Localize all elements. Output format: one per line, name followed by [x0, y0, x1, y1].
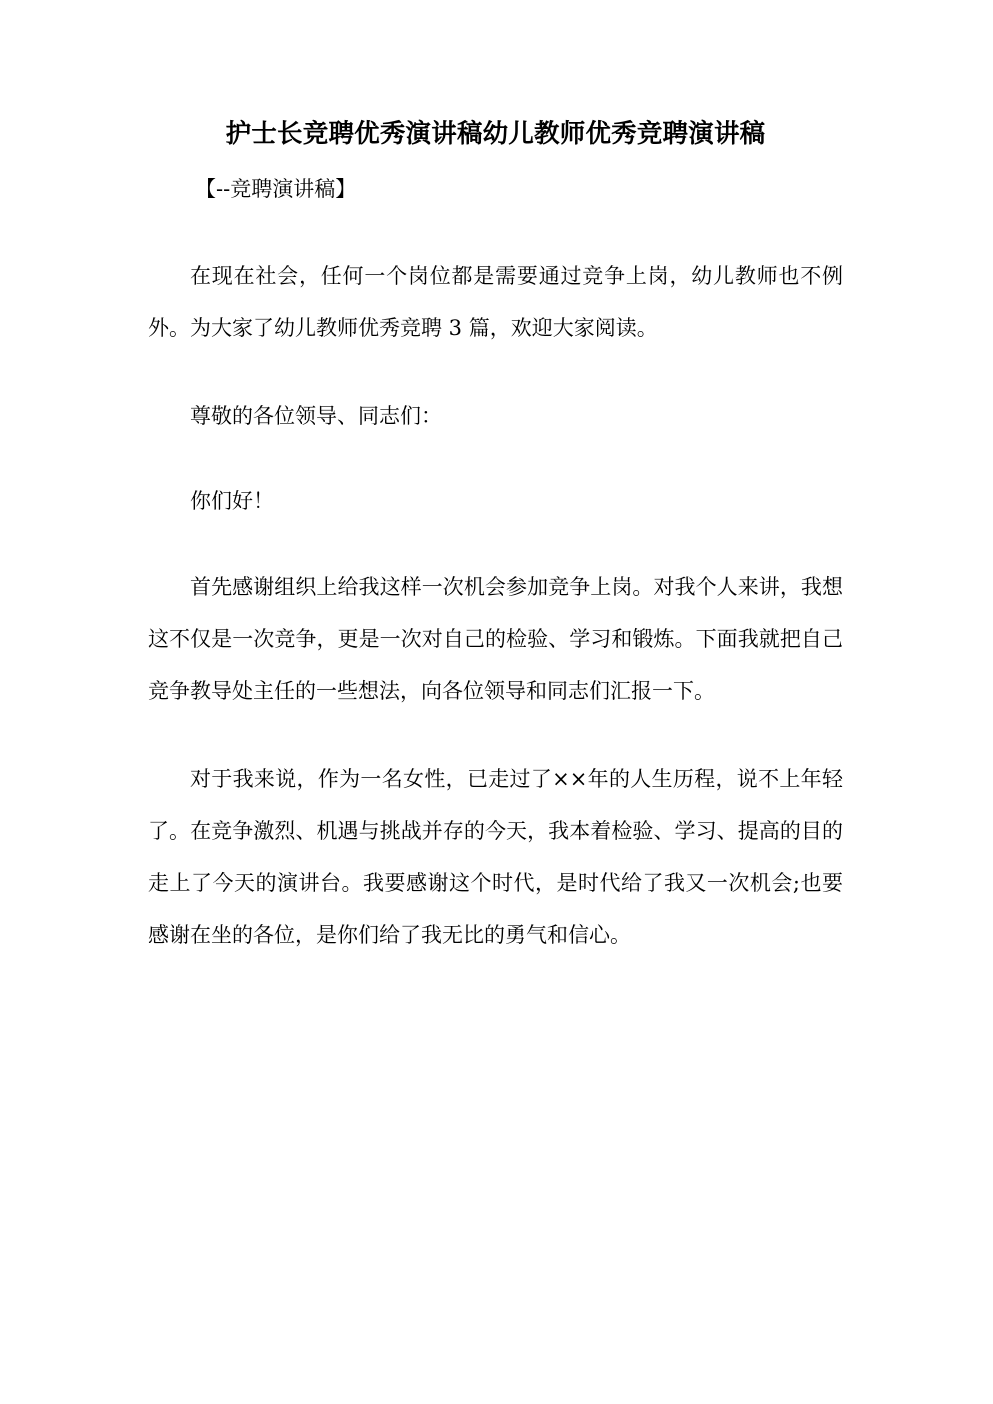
paragraph-intro: 在现在社会，任何一个岗位都是需要通过竞争上岗，幼儿教师也不例外。为大家了幼儿教师优秀竞聘 3 篇，欢迎大家阅读。: [148, 264, 843, 340]
spacer: [148, 527, 843, 561]
paragraph-personal-background: 对于我来说，作为一名女性，已走过了××年的人生历程，说不上年轻了。在竞争激烈、机遇与挑战并存的今天，我本着检验、学习、提高的目的走上了今天的演讲台。我要感谢这个时代，是时代给了我又一次机会;也要感谢在坐的各位，是你们给了我无比的勇气和信心。: [148, 767, 843, 947]
paragraph-salutation: 尊敬的各位领导、同志们：: [190, 404, 442, 428]
paragraph-thanks: 首先感谢组织上给我这样一次机会参加竞争上岗。对我个人来讲，我想这不仅是一次竞争，更是一次对自己的检验、学习和锻炼。下面我就把自己竞争教导处主任的一些想法，向各位领导和同志们汇报一下。: [148, 575, 843, 703]
spacer: [148, 717, 843, 753]
document-body: [148, 0, 843, 961]
paragraph-greeting: 你们好！: [190, 489, 274, 513]
spacer: [148, 354, 843, 390]
spacer: [148, 206, 843, 250]
page-title: 护士长竞聘优秀演讲稿幼儿教师优秀竞聘演讲稿: [225, 119, 766, 149]
document-category-line: 【--竞聘演讲稿】: [195, 177, 357, 201]
spacer: [148, 442, 843, 475]
